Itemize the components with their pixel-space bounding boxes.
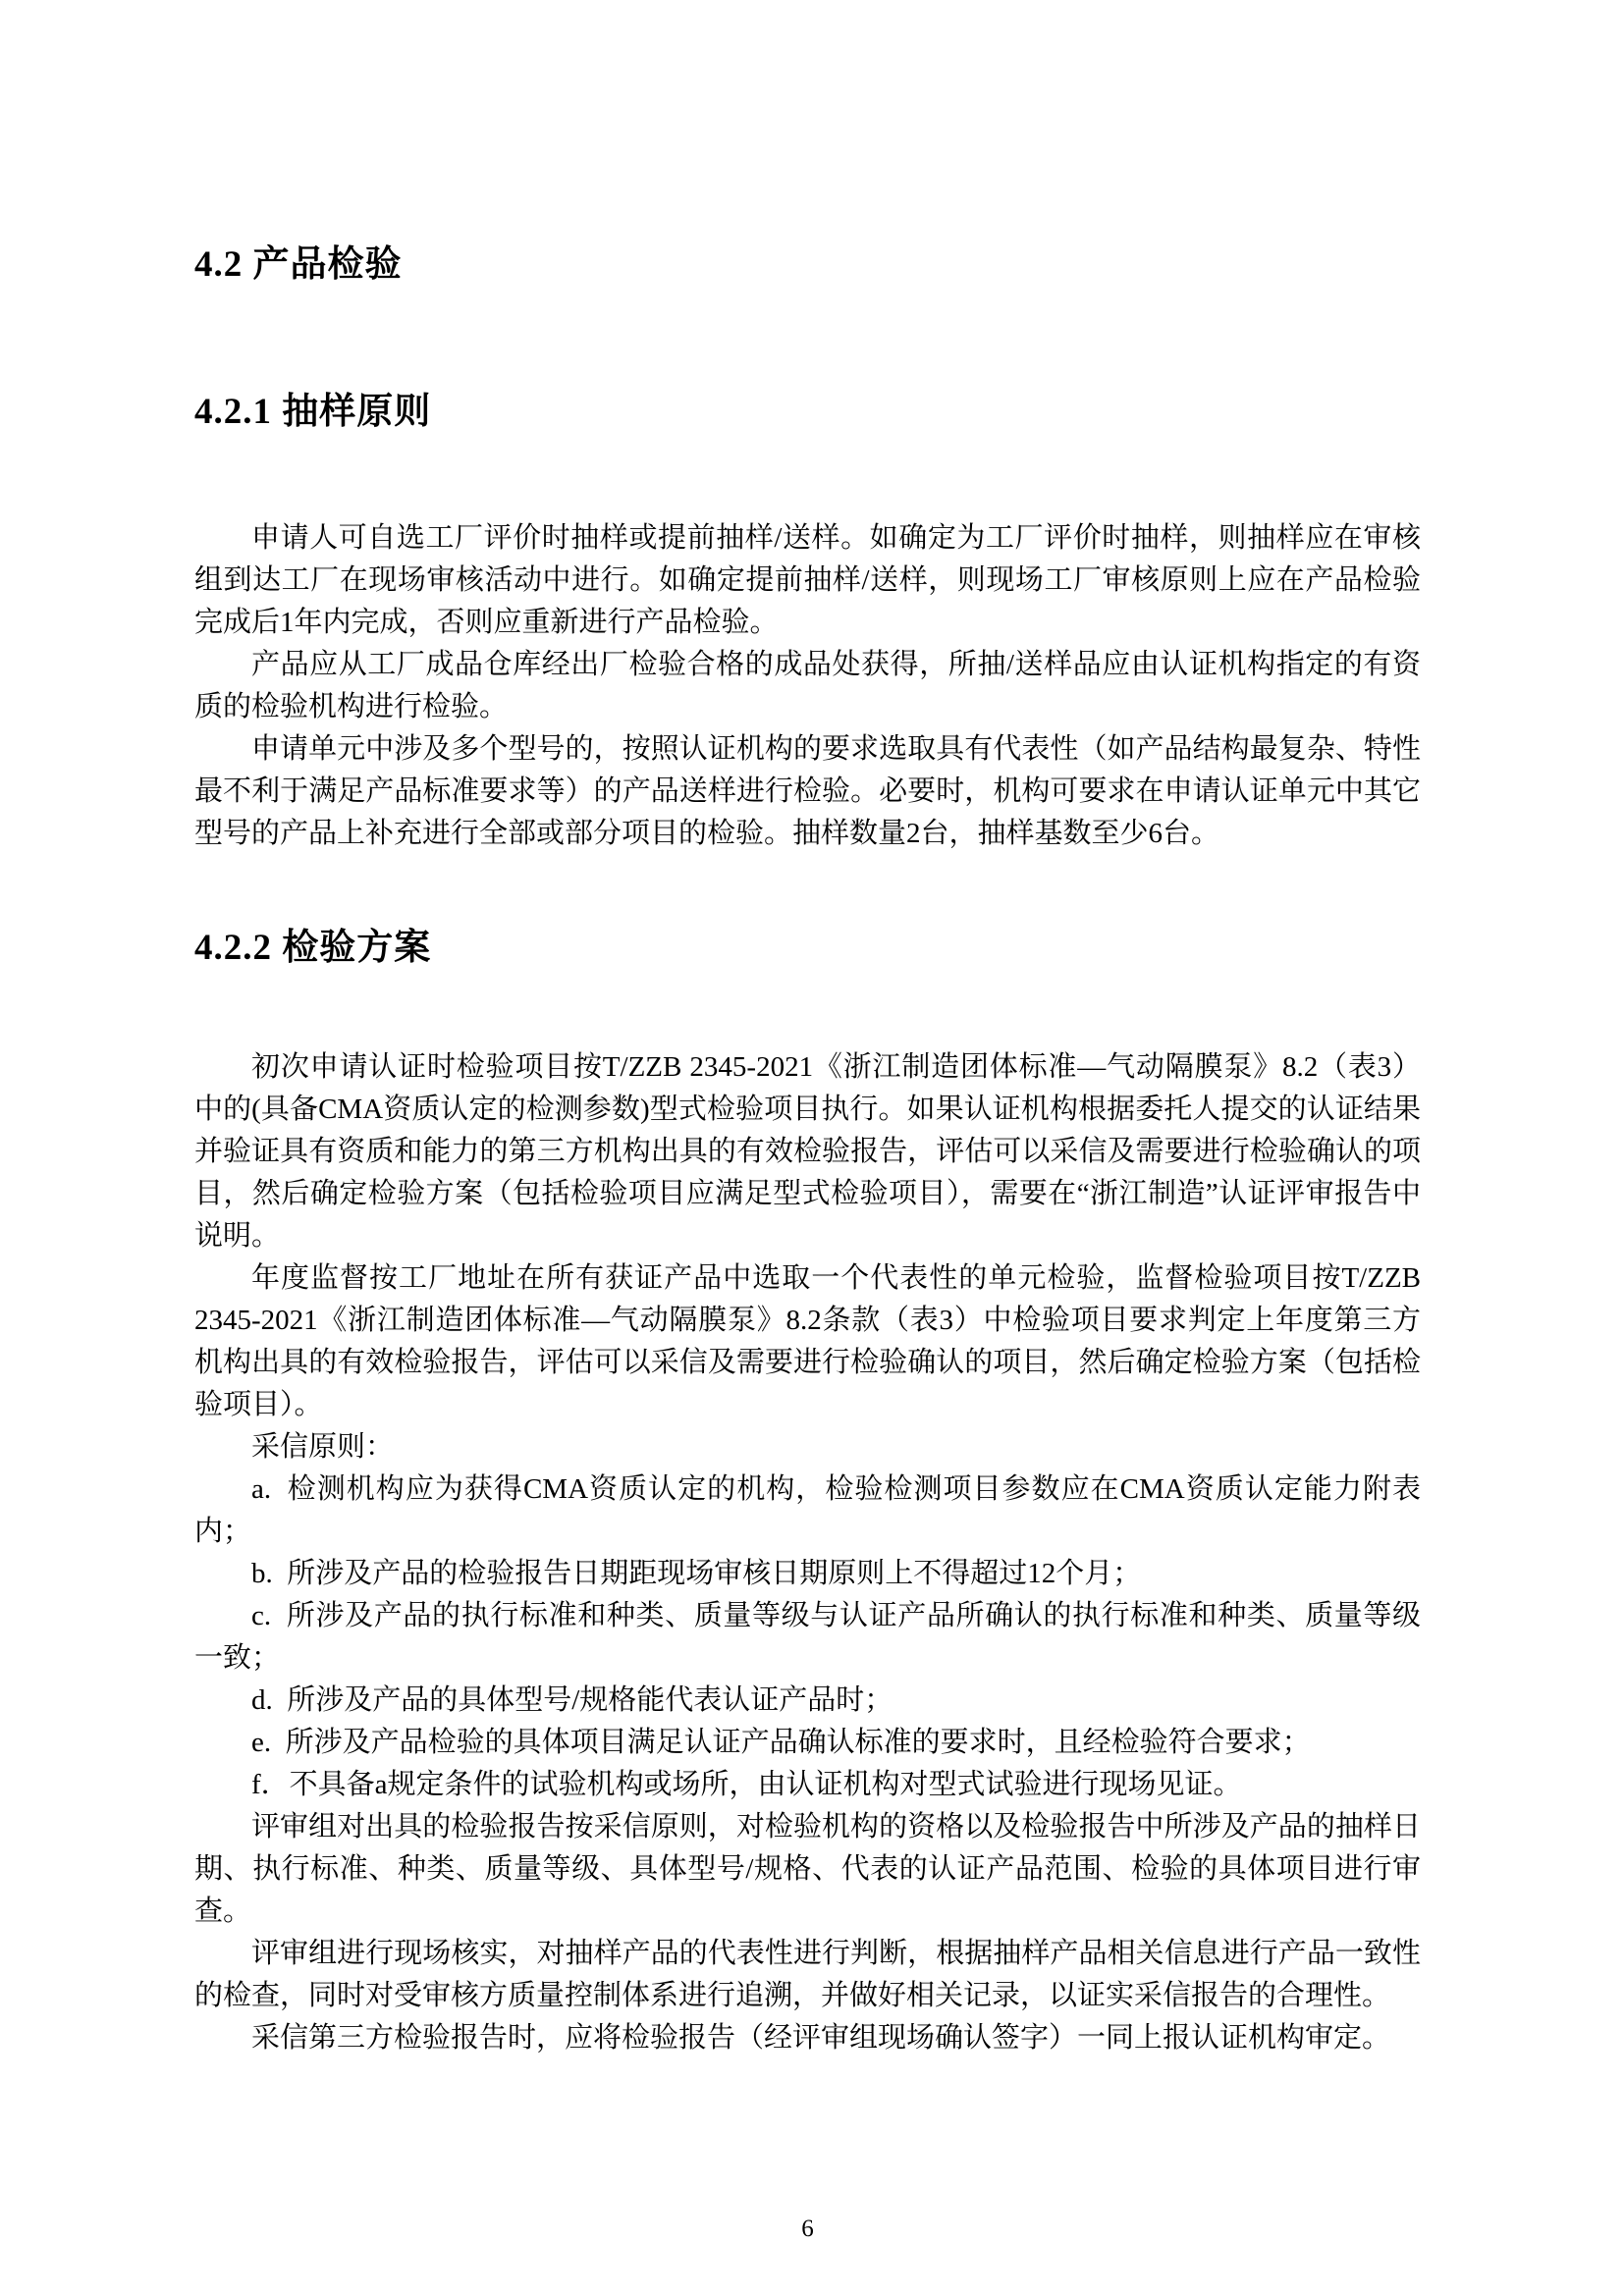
principle-item-d: d. 所涉及产品的具体型号/规格能代表认证产品时； <box>251 1684 893 1716</box>
paragraph-plan-initial: 初次申请认证时检验项目按T/ZZB 2345-2021《浙江制造团体标准—气动隔膜泵》8.2（表3）中的(具备CMA资质认定的检测参数)型式检验项目执行。如果认证机构根据委托人提交的认证结果并验证具有资质和能力的第三方机构出具的有效检验报告，评估可以采信及需要进行检验确认的项目，然后确定检验方案（包括检验项目应满足型式检验项目），需要在“浙江制造”认证评审报告中说明。 <box>194 1051 1421 1252</box>
principle-item-c: c. 所涉及产品的执行标准和种类、质量等级与认证产品所确认的执行标准和种类、质量等级一致； <box>194 1600 1421 1674</box>
page-number: 6 <box>801 2216 814 2242</box>
section-title-422: 4.2.2 检验方案 <box>194 928 432 968</box>
principle-item-f: f．不具备a规定条件的试验机构或场所，由认证机构对型式试验进行现场见证。 <box>251 1769 1242 1800</box>
section-title-421: 4.2.1 抽样原则 <box>194 392 432 432</box>
paragraph-sampling-2: 产品应从工厂成品仓库经出厂检验合格的成品处获得，所抽/送样品应由认证机构指定的有资质的检验机构进行检验。 <box>194 649 1421 722</box>
paragraph-third-party-report: 采信第三方检验报告时，应将检验报告（经评审组现场确认签字）一同上报认证机构审定。 <box>251 2022 1391 2054</box>
paragraph-plan-annual: 年度监督按工厂地址在所有获证产品中选取一个代表性的单元检验，监督检验项目按T/ZZB 2345-2021《浙江制造团体标准—气动隔膜泵》8.2条款（表3）中检验项目要求判定上年度第三方机构出具的有效检验报告，评估可以采信及需要进行检验确认的项目，然后确定检验方案（包括检验项目）。 <box>194 1262 1421 1420</box>
paragraph-review-report: 评审组对出具的检验报告按采信原则，对检验机构的资格以及检验报告中所涉及产品的抽样日期、执行标准、种类、质量等级、具体型号/规格、代表的认证产品范围、检验的具体项目进行审查。 <box>194 1811 1421 1927</box>
paragraph-sampling-1: 申请人可自选工厂评价时抽样或提前抽样/送样。如确定为工厂评价时抽样，则抽样应在审核组到达工厂在现场审核活动中进行。如确定提前抽样/送样，则现场工厂审核原则上应在产品检验完成后1年内完成，否则应重新进行产品检验。 <box>194 522 1421 638</box>
paragraph-onsite-verify: 评审组进行现场核实，对抽样产品的代表性进行判断，根据抽样产品相关信息进行产品一致性的检查，同时对受审核方质量控制体系进行追溯，并做好相关记录，以证实采信报告的合理性。 <box>194 1938 1421 2011</box>
principle-item-a: a. 检测机构应为获得CMA资质认定的机构，检验检测项目参数应在CMA资质认定能力附表内； <box>194 1473 1421 1547</box>
principle-item-e: e. 所涉及产品检验的具体项目满足认证产品确认标准的要求时，且经检验符合要求； <box>251 1727 1311 1758</box>
principles-label: 采信原则： <box>251 1431 395 1463</box>
section-title-42: 4.2 产品检验 <box>194 244 403 285</box>
principle-item-b: b. 所涉及产品的检验报告日期距现场审核日期原则上不得超过12个月； <box>251 1558 1142 1589</box>
paragraph-sampling-3: 申请单元中涉及多个型号的，按照认证机构的要求选取具有代表性（如产品结构最复杂、特性最不利于满足产品标准要求等）的产品送样进行检验。必要时，机构可要求在申请认证单元中其它型号的产品上补充进行全部或部分项目的检验。抽样数量2台，抽样基数至少6台。 <box>194 733 1421 849</box>
